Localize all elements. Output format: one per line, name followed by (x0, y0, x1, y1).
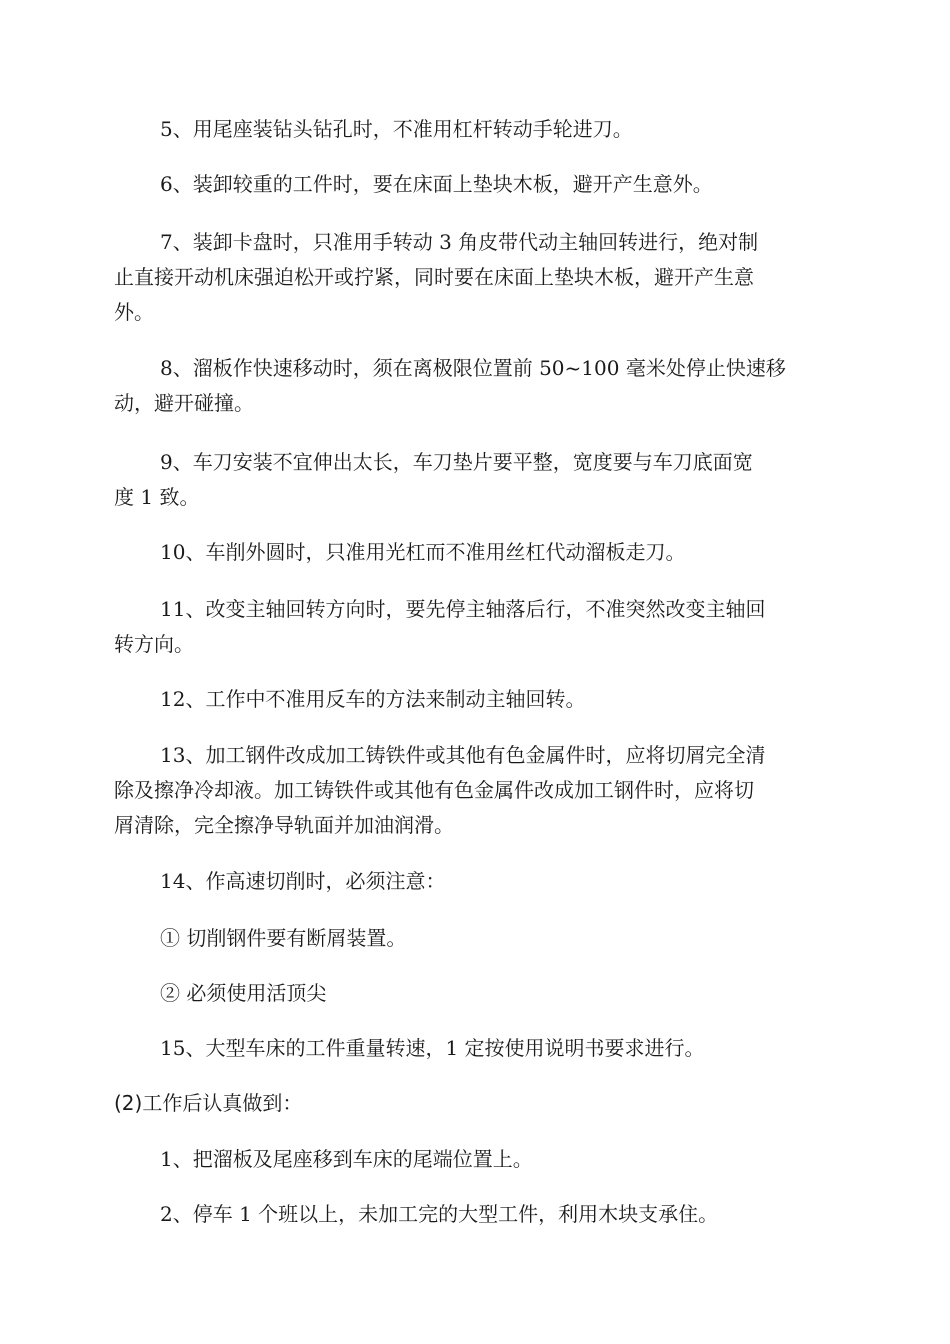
paragraph-sub-item-1 (114, 921, 834, 956)
paragraph-after-item-1 (114, 1142, 834, 1177)
paragraph-line: 14、作高速切削时，必须注意： (160, 869, 446, 893)
paragraph-line: 1、把溜板及尾座移到车床的尾端位置上。 (160, 1147, 533, 1171)
paragraph-sub-item-2 (114, 976, 834, 1011)
paragraph-line: 10、车削外圆时，只准用光杠而不准用丝杠代动溜板走刀。 (160, 540, 686, 564)
paragraph-item-15 (114, 1031, 834, 1066)
paragraph-line: 动，避开碰撞。 (114, 391, 254, 415)
paragraph-line: 屑清除，完全擦净导轨面并加油润滑。 (114, 813, 454, 837)
paragraph-line: 8、溜板作快速移动时，须在离极限位置前 50~100 毫米处停止快速移 (160, 356, 786, 380)
paragraph-line: 度 1 致。 (114, 485, 200, 509)
paragraph-item-12 (114, 682, 834, 717)
paragraph-line: 5、用尾座装钻头钻孔时，不准用杠杆转动手轮进刀。 (160, 117, 633, 141)
paragraph-line: 7、装卸卡盘时，只准用手转动 3 角皮带代动主轴回转进行，绝对制 (160, 230, 759, 254)
paragraph-line: 外。 (114, 300, 154, 324)
paragraph-line: 2、停车 1 个班以上，未加工完的大型工件，利用木块支承住。 (160, 1202, 719, 1226)
paragraph-item-8 (114, 351, 834, 421)
paragraph-item-7 (114, 225, 834, 330)
paragraph-line: 15、大型车床的工件重量转速，1 定按使用说明书要求进行。 (160, 1036, 705, 1060)
paragraph-item-11 (114, 592, 834, 662)
paragraph-line: 12、工作中不准用反车的方法来制动主轴回转。 (160, 687, 586, 711)
paragraph-line: 13、加工钢件改成加工铸铁件或其他有色金属件时，应将切屑完全清 (160, 743, 766, 767)
paragraph-line: 除及擦净冷却液。加工铸铁件或其他有色金属件改成加工钢件时，应将切 (114, 778, 754, 802)
paragraph-line: 止直接开动机床强迫松开或拧紧，同时要在床面上垫块木板，避开产生意 (114, 265, 754, 289)
paragraph-item-14 (114, 864, 834, 899)
paragraph-line: 9、车刀安装不宜伸出太长，车刀垫片要平整，宽度要与车刀底面宽 (160, 450, 753, 474)
paragraph-item-5 (114, 112, 834, 147)
paragraph-line: 6、装卸较重的工件时，要在床面上垫块木板，避开产生意外。 (160, 172, 713, 196)
paragraph-item-9 (114, 445, 834, 515)
section-heading: (2)工作后认真做到： (114, 1091, 303, 1115)
paragraph-line: 11、改变主轴回转方向时，要先停主轴落后行，不准突然改变主轴回 (160, 597, 766, 621)
paragraph-item-13 (114, 738, 834, 843)
paragraph-item-10 (114, 535, 834, 570)
paragraph-line: 转方向。 (114, 632, 194, 656)
paragraph-item-6 (114, 167, 834, 202)
paragraph-line: ① 切削钢件要有断屑装置。 (160, 926, 407, 950)
paragraph-after-item-2 (114, 1197, 834, 1232)
paragraph-line: ② 必须使用活顶尖 (160, 981, 327, 1005)
